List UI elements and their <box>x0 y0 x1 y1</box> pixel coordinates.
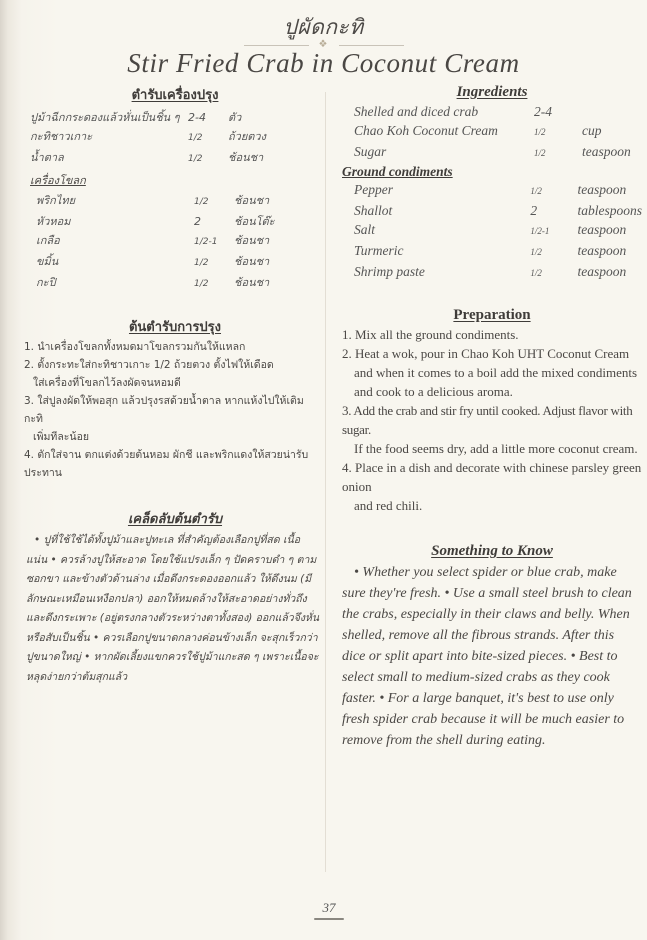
page-number-rule <box>314 918 344 920</box>
title-ornament <box>224 40 424 50</box>
english-ingredients-heading: Ingredients <box>456 84 528 100</box>
thai-condiments-heading: เครื่องโขลก <box>30 174 86 187</box>
table-row: Turmeric 1/2 teaspoon <box>354 243 627 258</box>
recipe-title <box>0 14 647 78</box>
ornament-rule-right <box>339 45 404 46</box>
step: 1. นำเครื่องโขลกทั้งหมดมาโขลกรวมกันให้แหลก <box>24 341 246 353</box>
thai-preparation-steps <box>24 338 320 482</box>
step: 4. ตักใส่จาน ตกแต่งด้วยต้นหอม ผักชี และพริกแดงให้สวยน่ารับประทาน <box>24 449 309 479</box>
table-row: Chao Koh Coconut Cream 1/2 cup <box>354 123 602 138</box>
english-tips-heading: Something to Know <box>431 543 553 559</box>
english-preparation-heading: Preparation <box>453 307 531 323</box>
english-condiments-heading: Ground condiments <box>342 164 453 179</box>
table-row: Salt 1/2-1 teaspoon <box>354 222 627 237</box>
step-continuation: and cook to a delicious aroma. <box>354 384 513 399</box>
thai-column <box>24 84 320 687</box>
english-preparation-steps <box>342 325 642 515</box>
english-tips-text: • Whether you select spider or blue crab, make sure they're fresh. • Use a small steel brush to clean the crabs, especially in their claws and belly. When shelled, remove all the fibrous strands. After this dice or split apart into bite-sized pieces. • Best to select small to medium-sized crabs as they cook faster. • For a large banquet, it's best to use only fresh spider crab because it will be much easier to remove from the shell during eating. <box>342 565 632 748</box>
ornament-diamond-icon: ❖ <box>318 39 328 50</box>
step: 1. Mix all the ground condiments. <box>342 327 519 342</box>
step-continuation: and red chili. <box>354 498 423 513</box>
table-row: เกลือ 1/2-1 ช้อนชา <box>36 234 270 247</box>
step-continuation: and when it comes to a boil add the mixed condiments <box>354 365 638 380</box>
step: 3. Add the crab and stir fry until cooked. Adjust flavor with sugar. <box>342 403 633 437</box>
step: 2. Heat a wok, pour in Chao Koh UHT Coconut Cream <box>342 346 630 361</box>
thai-condiments-table <box>30 191 275 294</box>
english-column <box>342 84 642 751</box>
table-row: Pepper 1/2 teaspoon <box>354 182 627 197</box>
table-row: พริกไทย 1/2 ช้อนชา <box>36 194 270 207</box>
table-row: น้ำตาล 1/2 ช้อนชา <box>30 151 264 164</box>
english-condiments-table <box>342 180 642 283</box>
english-ingredients-table <box>342 102 631 163</box>
title-english: Stir Fried Crab in Coconut Cream <box>127 48 520 78</box>
table-row: ปูม้าฉีกกระดองแล้วหั่นเป็นชิ้น ๆ 2-4 ตัว <box>30 111 242 124</box>
page-number: 37 <box>322 900 336 915</box>
step-continuation: If the food seems dry, add a little more coconut cream. <box>354 441 638 456</box>
step: 2. ตั้งกระทะใส่กะทิชาวเกาะ 1/2 ถ้วยตวง ตั้งไฟให้เดือด <box>24 359 274 371</box>
thai-tips-text: • ปูที่ใช้ใช้ได้ทั้งปูม้าและปูทะเล ที่สำคัญต้องเลือกปูที่สด เนื้อแน่น • ควรล้างปูให้สะอาด โดยใช้แปรงเล็ก ๆ ปัดคราบดำ ๆ ตามซอกขา และข้างตัวด้านล่าง เมื่อดึงกระดองออกแล้ว ให้ดึงนม (มีลักษณะเหมือนเหงือกปลา) ออกให้หมดล้างให้สะอาดอย่างทั่วถึง และดึงกระเพาะ (อยู่ตรงกลางตัวระหว่างตาทั้งสอง) ออกแล้วจึงหั่นหรือสับเป็นชิ้น • ควรเลือกปูขนาดกลางค่อนข้างเล็ก จะสุกเร็วกว่าปูขนาดใหญ่ • หากผัดเลี้ยงแขกควรใช้ปูม้าแกะสด ๆ เพราะเนื้อจะหลุดง่ายกว่าต้มสุกแล้ว <box>26 534 320 683</box>
table-row: หัวหอม 2 ช้อนโต๊ะ <box>36 215 275 228</box>
thai-tips-heading: เคล็ดลับต้นตำรับ <box>127 512 223 527</box>
table-row: Shallot 2 tablespoons <box>354 203 642 218</box>
ornament-rule-left <box>244 45 309 46</box>
step-continuation: ใส่เครื่องที่โขลกไว้ลงผัดจนหอมดี <box>33 377 181 389</box>
title-thai: ปูผัดกะทิ <box>283 15 364 39</box>
table-row: Sugar 1/2 teaspoon <box>354 144 631 159</box>
table-row: Shelled and diced crab 2-4 <box>354 104 552 119</box>
table-row: กะปิ 1/2 ช้อนชา <box>36 276 270 289</box>
thai-ingredients-heading: ตำรับเครื่องปรุง <box>131 88 219 103</box>
step: 4. Place in a dish and decorate with chinese parsley green onion <box>342 460 642 494</box>
thai-preparation-heading: ต้นตำรับการปรุง <box>128 320 222 335</box>
thai-ingredients-table <box>30 108 266 169</box>
column-divider <box>325 92 326 872</box>
table-row: Shrimp paste 1/2 teaspoon <box>354 264 627 279</box>
step-continuation: เพิ่มทีละน้อย <box>33 431 90 443</box>
table-row: ขมิ้น 1/2 ช้อนชา <box>36 255 270 268</box>
step: 3. ใส่ปูลงผัดให้พอสุก แล้วปรุงรสด้วยน้ำตาล หากแห้งไปให้เติมกะทิ <box>24 395 304 425</box>
table-row: กะทิชาวเกาะ 1/2 ถ้วยตวง <box>30 130 266 143</box>
